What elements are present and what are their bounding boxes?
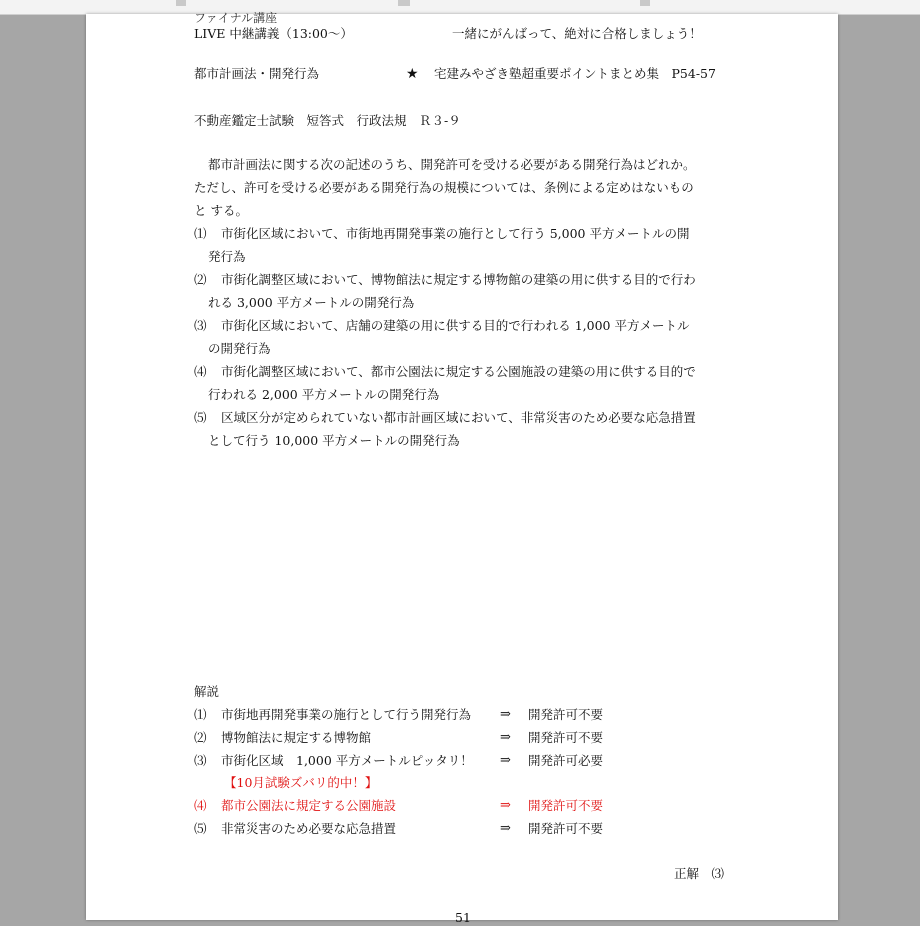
option-number: ⑵	[194, 272, 207, 287]
question-line: ただし、許可を受ける必要がある開発行為の規模については、条例による定めはないもの	[194, 180, 694, 195]
explanation-text: 市街化区域 1,000 平方メートルピッタリ！	[221, 753, 473, 768]
explanation-number: ⑸	[194, 821, 207, 836]
explanation-text: 博物館法に規定する博物館	[221, 730, 372, 745]
toolbar-icon[interactable]	[398, 0, 410, 6]
reference-text: 宅建みやざき塾超重要ポイントまとめ集 P54-57	[434, 66, 716, 81]
option-text: 区域区分が定められていない都市計画区域において、非常災害のため必要な応急措置	[221, 410, 696, 425]
arrow-icon: ⇒	[500, 730, 511, 745]
course-title-clipped: ファイナル講座	[194, 11, 278, 25]
explanation-text: 市街地再開発事業の施行として行う開発行為	[221, 707, 472, 722]
option-text: 発行為	[208, 249, 246, 264]
explanation-number: ⑷	[194, 798, 207, 813]
hit-note: 【10月試験ズバリ的中！】	[224, 775, 378, 790]
question-line: と する。	[194, 203, 248, 218]
page-number: 51	[455, 910, 471, 925]
option-text: 市街化調整区域において、博物館法に規定する博物館の建築の用に供する目的で行わ	[221, 272, 696, 287]
explanation-result: 開発許可不要	[528, 730, 604, 745]
encourage-message: 一緒にがんばって、絶対に合格しましょう！	[452, 26, 702, 41]
option-text: 市街化区域において、店舗の建築の用に供する目的で行われる 1,000 平方メートル	[221, 318, 690, 333]
explanation-result: 開発許可不要	[528, 798, 604, 813]
arrow-icon: ⇒	[500, 821, 511, 836]
option-text: 市街化調整区域において、都市公園法に規定する公園施設の建築の用に供する目的で	[221, 364, 696, 379]
option-text: として行う 10,000 平方メートルの開発行為	[208, 433, 460, 448]
explanation-result: 開発許可必要	[528, 753, 604, 768]
option-text: 行われる 2,000 平方メートルの開発行為	[208, 387, 440, 402]
question-line: 都市計画法に関する次の記述のうち、開発許可を受ける必要がある開発行為はどれか。	[208, 157, 696, 172]
exam-source: 不動産鑑定士試験 短答式 行政法規 Ｒ３-９	[194, 113, 461, 128]
option-number: ⑶	[194, 318, 207, 333]
option-number: ⑷	[194, 364, 207, 379]
arrow-icon: ⇒	[500, 707, 511, 722]
answer: 正解 ⑶	[674, 866, 725, 881]
toolbar-icon[interactable]	[176, 0, 186, 6]
toolbar-icon[interactable]	[640, 0, 650, 6]
arrow-icon: ⇒	[500, 798, 511, 813]
live-session: LIVE 中継講義（13:00〜）	[194, 26, 353, 41]
explanation-text: 非常災害のため必要な応急措置	[221, 821, 397, 836]
explanation-number: ⑵	[194, 730, 207, 745]
explanation-result: 開発許可不要	[528, 707, 604, 722]
topic-title: 都市計画法・開発行為	[194, 66, 320, 81]
option-text: れる 3,000 平方メートルの開発行為	[208, 295, 415, 310]
explanation-number: ⑶	[194, 753, 207, 768]
viewer-toolbar	[0, 0, 920, 15]
arrow-icon: ⇒	[500, 753, 511, 768]
explanation-result: 開発許可不要	[528, 821, 604, 836]
option-number: ⑸	[194, 410, 207, 425]
star-icon: ★	[406, 66, 419, 82]
option-text: 市街化区域において、市街地再開発事業の施行として行う 5,000 平方メートルの開	[221, 226, 690, 241]
option-text: の開発行為	[208, 341, 271, 356]
explanation-number: ⑴	[194, 707, 207, 722]
explanation-text: 都市公園法に規定する公園施設	[221, 798, 397, 813]
explanation-heading: 解説	[194, 684, 220, 699]
option-number: ⑴	[194, 226, 207, 241]
document-page	[86, 11, 838, 925]
